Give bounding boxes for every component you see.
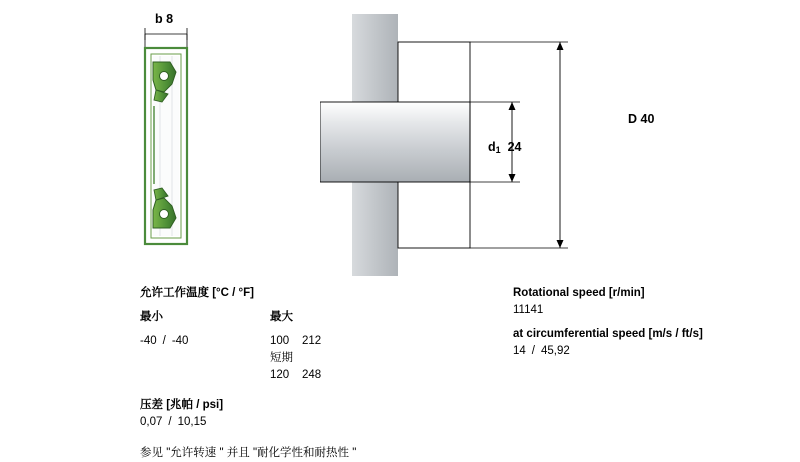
reference-note: 参见 "允许转速 " 并且 "耐化学性和耐热性 " [140,447,357,459]
slash-1: / [162,335,166,347]
min-celsius: -40 [140,335,157,347]
pressure-heading: 压差 [兆帕 / psi] [140,399,224,411]
dimension-D-arrow [557,42,564,248]
temperature-min-row [140,333,188,350]
dimension-D-label: D 40 [628,112,655,126]
dimension-b-label: b 8 [155,12,174,26]
temperature-max-row [270,333,321,350]
rotational-speed-heading: Rotational speed [r/min] [513,287,645,299]
short-term-fahrenheit: 248 [301,369,322,381]
rotational-speed-value: 11141 [513,304,544,316]
pressure-psi: 10,15 [177,416,207,428]
pressure-mpa: 0,07 [140,416,163,428]
circumferential-speed-row [513,343,793,360]
circumferential-fts: 45,92 [541,345,570,357]
shaft-housing-drawing [320,10,620,280]
circumferential-speed-heading: at circumferential speed [m/s / ft/s] [513,328,703,340]
short-term-row [270,367,321,384]
dimension-d1-label [488,140,522,155]
dimension-d1-value: 24 [507,140,522,154]
pressure-row [140,414,440,431]
seal-cross-section-drawing [120,10,300,280]
slash-2: / [168,416,172,428]
dimension-b-arrow [145,28,187,48]
max-celsius: 100 [270,335,290,347]
left-spec-panel [140,285,440,462]
max-heading: 最大 [270,311,293,323]
short-term-celsius: 120 [270,369,290,381]
slash-3: / [531,345,535,357]
circumferential-ms: 14 [513,345,526,357]
right-spec-panel [513,285,793,360]
short-term-heading: 短期 [270,352,293,364]
dimension-d1-subscript: 1 [495,145,501,155]
min-fahrenheit: -40 [171,335,189,347]
dimension-d1-letter: d [488,140,496,154]
max-fahrenheit: 212 [301,335,322,347]
min-heading: 最小 [140,311,163,323]
shaft [320,102,470,182]
temperature-heading: 允许工作温度 [°C / °F] [140,287,254,299]
